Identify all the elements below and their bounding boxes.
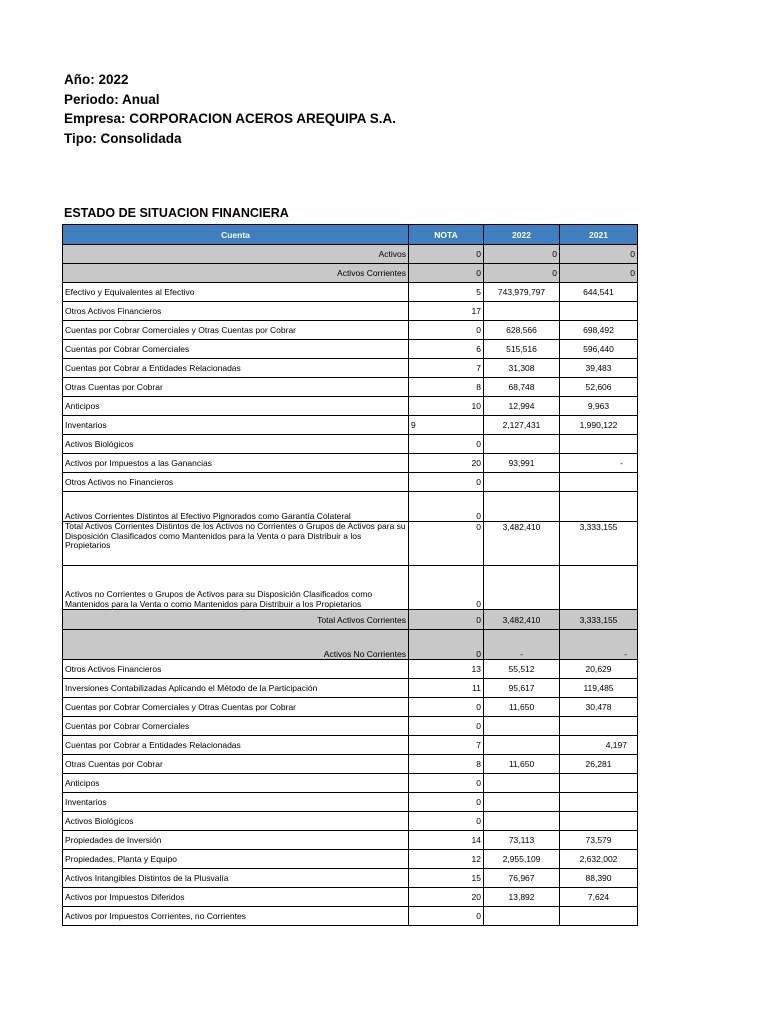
cell-2021 — [560, 907, 638, 926]
column-header-cuenta: Cuenta — [63, 225, 409, 245]
cell-2021: 3,333,155 — [560, 522, 638, 566]
column-header-2022: 2022 — [484, 225, 560, 245]
cell-cuenta: Cuentas por Cobrar Comerciales y Otras Cuentas por Cobrar — [63, 321, 409, 340]
cell-nota: 0 — [409, 698, 484, 717]
cell-cuenta: Total Activos Corrientes Distintos de los Activos no Corrientes o Grupos de Activos para su Disposición Clasificados como Mantenidos para la Venta o para Distribuir a los Propietarios — [63, 522, 409, 566]
cell-nota: 11 — [409, 679, 484, 698]
cell-2022: 515,516 — [484, 340, 560, 359]
cell-nota: 0 — [409, 522, 484, 566]
cell-nota: 10 — [409, 397, 484, 416]
table-row — [63, 264, 638, 283]
table-row — [63, 850, 638, 869]
cell-cuenta: Inventarios — [63, 793, 409, 812]
column-header-nota: NOTA — [409, 225, 484, 245]
table-row — [63, 566, 638, 610]
cell-cuenta: Anticipos — [63, 774, 409, 793]
cell-nota: 9 — [409, 416, 484, 435]
cell-nota: 0 — [409, 793, 484, 812]
table-row — [63, 736, 638, 755]
table-row — [63, 359, 638, 378]
cell-2022: 68,748 — [484, 378, 560, 397]
cell-nota: 20 — [409, 454, 484, 473]
table-row — [63, 522, 638, 566]
cell-2021: 30,478 — [560, 698, 638, 717]
financial-statement-table — [62, 224, 638, 926]
table-row — [63, 397, 638, 416]
table-row — [63, 831, 638, 850]
cell-2021 — [560, 473, 638, 492]
table-header-row — [63, 225, 638, 245]
cell-2022 — [484, 302, 560, 321]
column-header-2021: 2021 — [560, 225, 638, 245]
cell-cuenta: Total Activos Corrientes — [63, 610, 409, 630]
table-row — [63, 774, 638, 793]
cell-cuenta: Otros Activos no Financieros — [63, 473, 409, 492]
table-row — [63, 416, 638, 435]
cell-2021: 0 — [560, 264, 638, 283]
cell-2021 — [560, 566, 638, 610]
cell-2022 — [484, 566, 560, 610]
table-row — [63, 698, 638, 717]
cell-2022: 3,482,410 — [484, 522, 560, 566]
cell-2021: 26,281 — [560, 755, 638, 774]
table-row — [63, 812, 638, 831]
cell-2021: 52,606 — [560, 378, 638, 397]
cell-2022: 76,967 — [484, 869, 560, 888]
cell-nota: 15 — [409, 869, 484, 888]
cell-2022 — [484, 793, 560, 812]
cell-2022: 95,617 — [484, 679, 560, 698]
cell-2021: - — [560, 630, 638, 660]
cell-2022 — [484, 717, 560, 736]
cell-nota: 0 — [409, 492, 484, 522]
cell-2022 — [484, 435, 560, 454]
cell-2022 — [484, 492, 560, 522]
cell-2021: 596,440 — [560, 340, 638, 359]
cell-2021 — [560, 774, 638, 793]
cell-2022 — [484, 473, 560, 492]
cell-cuenta: Activos — [63, 245, 409, 264]
cell-2021 — [560, 812, 638, 831]
cell-cuenta: Inversiones Contabilizadas Aplicando el Método de la Participación — [63, 679, 409, 698]
cell-cuenta: Activos no Corrientes o Grupos de Activos para su Disposición Clasificados como Mantenidos para la Venta o como Mantenidos para Distribuir a los Propietarios — [63, 566, 409, 610]
table-row — [63, 302, 638, 321]
cell-2021: 3,333,155 — [560, 610, 638, 630]
cell-2022: 11,650 — [484, 698, 560, 717]
cell-cuenta: Otras Cuentas por Cobrar — [63, 755, 409, 774]
cell-nota: 0 — [409, 245, 484, 264]
cell-2022 — [484, 774, 560, 793]
table-row — [63, 679, 638, 698]
cell-cuenta: Otros Activos Financieros — [63, 660, 409, 679]
cell-2021: 9,963 — [560, 397, 638, 416]
table-row — [63, 888, 638, 907]
table-row — [63, 660, 638, 679]
cell-cuenta: Cuentas por Cobrar a Entidades Relacionadas — [63, 359, 409, 378]
cell-2022: 31,308 — [484, 359, 560, 378]
cell-nota: 20 — [409, 888, 484, 907]
cell-nota: 5 — [409, 283, 484, 302]
cell-nota: 0 — [409, 473, 484, 492]
cell-cuenta: Efectivo y Equivalentes al Efectivo — [63, 283, 409, 302]
cell-nota: 0 — [409, 566, 484, 610]
table-row — [63, 245, 638, 264]
table-row — [63, 717, 638, 736]
cell-2021: 20,629 — [560, 660, 638, 679]
cell-2022: 12,994 — [484, 397, 560, 416]
cell-2022: 0 — [484, 245, 560, 264]
cell-cuenta: Otras Cuentas por Cobrar — [63, 378, 409, 397]
cell-nota: 0 — [409, 907, 484, 926]
cell-cuenta: Cuentas por Cobrar a Entidades Relacionadas — [63, 736, 409, 755]
cell-cuenta: Otros Activos Financieros — [63, 302, 409, 321]
cell-2021 — [560, 717, 638, 736]
cell-2021: - — [560, 454, 638, 473]
cell-2021: 119,485 — [560, 679, 638, 698]
cell-2022 — [484, 736, 560, 755]
table-row — [63, 610, 638, 630]
cell-cuenta: Propiedades de Inversión — [63, 831, 409, 850]
cell-2021: 0 — [560, 245, 638, 264]
table-row — [63, 755, 638, 774]
cell-cuenta: Activos por Impuestos Corrientes, no Corrientes — [63, 907, 409, 926]
cell-2022: 13,892 — [484, 888, 560, 907]
report-header — [64, 70, 396, 148]
table-row — [63, 869, 638, 888]
cell-2021: 88,390 — [560, 869, 638, 888]
cell-2022: - — [484, 630, 560, 660]
cell-cuenta: Activos Corrientes Distintos al Efectivo Pignorados como Garantía Colateral — [63, 492, 409, 522]
cell-nota: 7 — [409, 359, 484, 378]
cell-2022: 55,512 — [484, 660, 560, 679]
cell-nota: 14 — [409, 831, 484, 850]
cell-2021: 39,483 — [560, 359, 638, 378]
cell-2022: 2,955,109 — [484, 850, 560, 869]
cell-2022: 11,650 — [484, 755, 560, 774]
cell-nota: 0 — [409, 435, 484, 454]
report-type: Tipo: Consolidada — [64, 130, 182, 146]
cell-cuenta: Anticipos — [63, 397, 409, 416]
table-row — [63, 340, 638, 359]
cell-cuenta: Propiedades, Planta y Equipo — [63, 850, 409, 869]
cell-2022: 73,113 — [484, 831, 560, 850]
table-row — [63, 473, 638, 492]
cell-nota: 8 — [409, 755, 484, 774]
cell-2021: 1,990,122 — [560, 416, 638, 435]
cell-nota: 13 — [409, 660, 484, 679]
cell-2021: 2,632,002 — [560, 850, 638, 869]
cell-cuenta: Activos Biológicos — [63, 812, 409, 831]
cell-nota: 0 — [409, 717, 484, 736]
table-row — [63, 283, 638, 302]
table-row — [63, 321, 638, 340]
cell-cuenta: Cuentas por Cobrar Comerciales y Otras Cuentas por Cobrar — [63, 698, 409, 717]
cell-2021 — [560, 435, 638, 454]
cell-2022: 628,566 — [484, 321, 560, 340]
cell-2021: 698,492 — [560, 321, 638, 340]
cell-cuenta: Cuentas por Cobrar Comerciales — [63, 340, 409, 359]
cell-cuenta: Activos Corrientes — [63, 264, 409, 283]
cell-nota: 0 — [409, 321, 484, 340]
cell-nota: 8 — [409, 378, 484, 397]
cell-cuenta: Activos por Impuestos Diferidos — [63, 888, 409, 907]
cell-nota: 6 — [409, 340, 484, 359]
table-row — [63, 630, 638, 660]
cell-cuenta: Inventarios — [63, 416, 409, 435]
cell-nota: 0 — [409, 774, 484, 793]
cell-2022: 2,127,431 — [484, 416, 560, 435]
cell-cuenta: Activos por Impuestos a las Ganancias — [63, 454, 409, 473]
cell-2021 — [560, 793, 638, 812]
report-year: Año: 2022 — [64, 72, 129, 87]
table-row — [63, 435, 638, 454]
cell-2022 — [484, 812, 560, 831]
table-row — [63, 492, 638, 522]
cell-cuenta: Activos Intangibles Distintos de la Plusvalía — [63, 869, 409, 888]
cell-cuenta: Cuentas por Cobrar Comerciales — [63, 717, 409, 736]
table-row — [63, 793, 638, 812]
cell-nota: 0 — [409, 630, 484, 660]
cell-cuenta: Activos No Corrientes — [63, 630, 409, 660]
cell-nota: 17 — [409, 302, 484, 321]
cell-2021: 4,197 — [560, 736, 638, 755]
cell-2021 — [560, 492, 638, 522]
cell-2022 — [484, 907, 560, 926]
cell-2021: 644,541 — [560, 283, 638, 302]
cell-2021 — [560, 302, 638, 321]
table-row — [63, 378, 638, 397]
cell-nota: 7 — [409, 736, 484, 755]
cell-nota: 12 — [409, 850, 484, 869]
cell-cuenta: Activos Biológicos — [63, 435, 409, 454]
cell-2022: 93,991 — [484, 454, 560, 473]
table-row — [63, 907, 638, 926]
cell-nota: 0 — [409, 610, 484, 630]
section-title: ESTADO DE SITUACION FINANCIERA — [64, 206, 289, 220]
cell-2021: 73,579 — [560, 831, 638, 850]
cell-2021: 7,624 — [560, 888, 638, 907]
report-company: Empresa: CORPORACION ACEROS AREQUIPA S.A. — [64, 111, 397, 126]
cell-nota: 0 — [409, 812, 484, 831]
table-row — [63, 454, 638, 473]
cell-2022: 0 — [484, 264, 560, 283]
cell-2022: 743,979,797 — [484, 283, 560, 302]
cell-2022: 3,482,410 — [484, 610, 560, 630]
cell-nota: 0 — [409, 264, 484, 283]
report-period: Periodo: Anual — [64, 91, 160, 107]
